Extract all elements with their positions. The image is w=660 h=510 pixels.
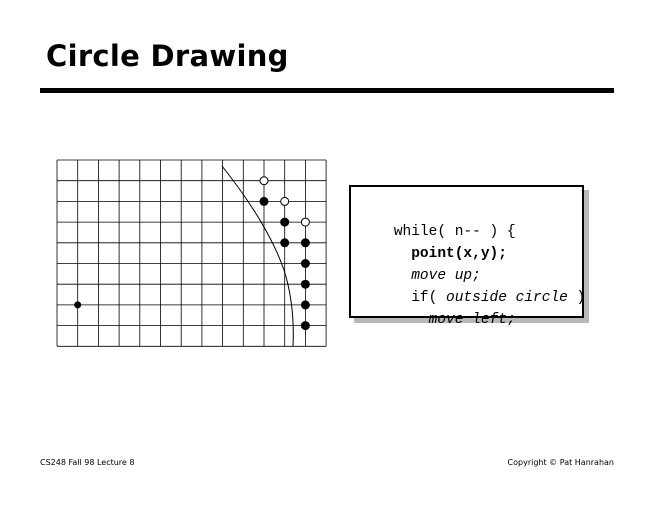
code-text: move up; [411, 268, 481, 284]
open-point [281, 197, 289, 205]
filled-point [75, 302, 81, 308]
code-text: move left; [428, 312, 516, 328]
code-indent [394, 268, 411, 284]
footer-copyright: Copyright © Pat Hanrahan [507, 458, 614, 467]
code-text: ) [567, 290, 586, 306]
open-point [301, 218, 309, 226]
footer-course: CS248 Fall 98 Lecture 8 [40, 458, 135, 467]
code-indent [394, 246, 411, 262]
grid-points [75, 177, 310, 330]
code-text: while( n-- ) { [393, 224, 516, 240]
code-text: point(x,y); [411, 246, 507, 262]
slide-title: Circle Drawing [46, 39, 289, 73]
filled-point [301, 239, 309, 247]
filled-point [260, 197, 268, 205]
grid-lines [57, 160, 326, 346]
circle-arc [222, 166, 293, 346]
filled-point [301, 301, 309, 309]
code-indent [394, 312, 429, 328]
code-line-while [359, 199, 582, 240]
code-box [349, 185, 586, 328]
filled-point [281, 218, 289, 226]
filled-point [301, 280, 309, 288]
open-point [260, 177, 268, 185]
filled-point [301, 322, 309, 330]
code-text: if( [393, 290, 447, 306]
filled-point [301, 260, 309, 268]
filled-point [281, 239, 289, 247]
code-condition: outside circle [446, 290, 568, 306]
